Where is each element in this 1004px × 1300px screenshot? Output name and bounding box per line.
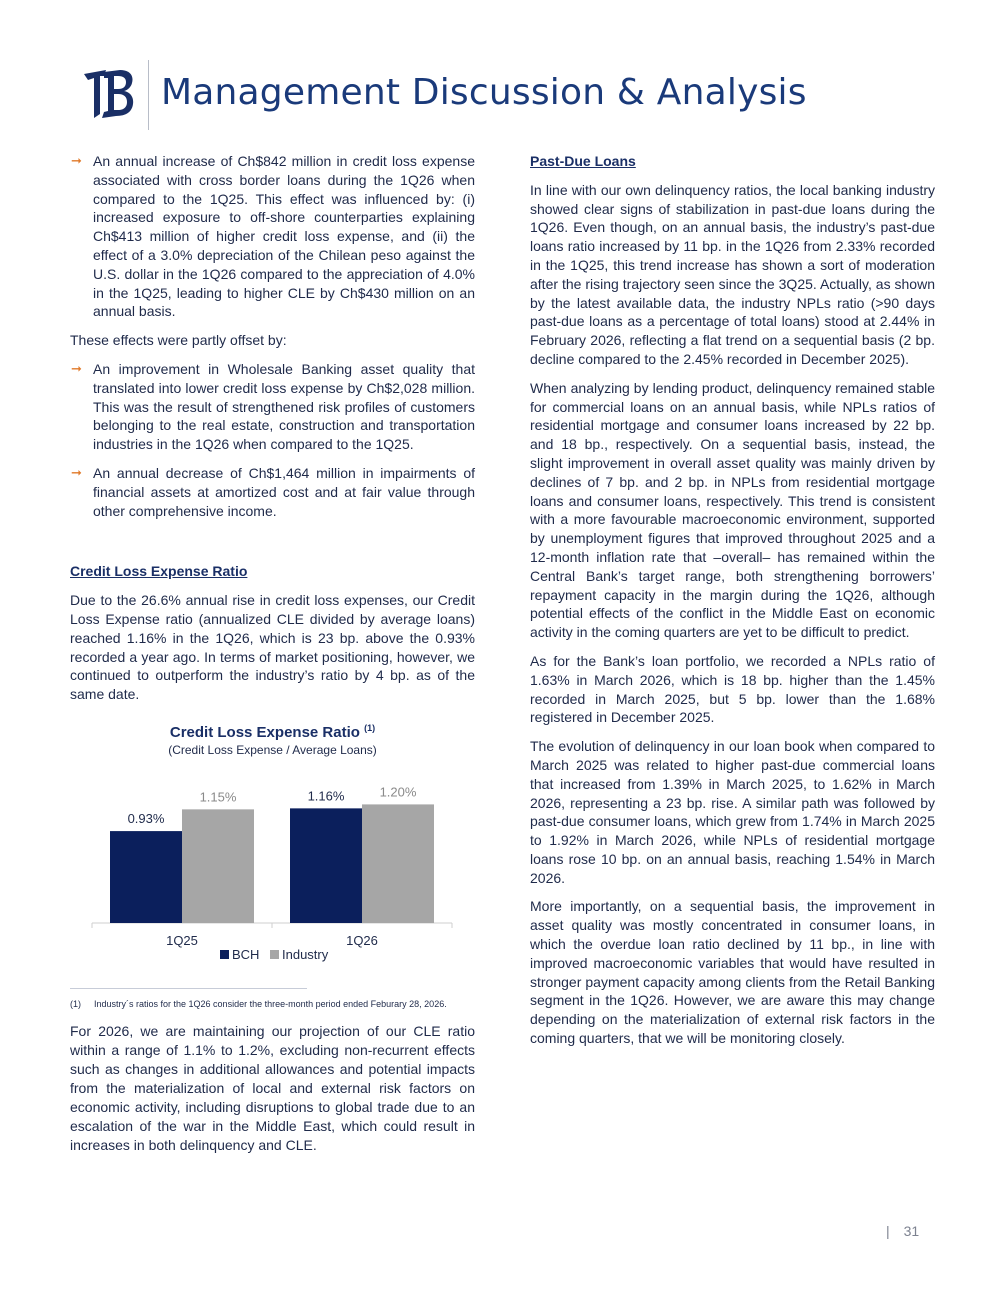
x-tick-label: 1Q26	[346, 933, 378, 948]
offset-intro: These effects were partly offset by:	[70, 332, 287, 349]
data-label: 1.15%	[199, 789, 237, 805]
footnote-number: (1)	[70, 999, 81, 1009]
data-label: 1.16%	[307, 788, 345, 804]
bar-bch-1q25	[110, 831, 182, 923]
footnote	[70, 999, 475, 1009]
legend-label-industry: Industry	[282, 947, 329, 962]
chart-title-superscript: (1)	[364, 723, 376, 733]
arrow-bullet-icon: ➞	[71, 464, 82, 480]
right-paragraph: When analyzing by lending product, delinquency remained stable for commercial loans on an annual basis, while NPLs ratios of residential mortgage and consumer loans increased by 22 bp. and 18 bp., respectively. On a sequential basis, instead, the slight improvement in overall asset quality was mainly driven by declines of 7 bp. and 2 bp. in NPLs from residential mortgage loans and consumer loans, respectively. This trend is consistent with a more favourable macroeconomic environment, supported by unemployment figures that improved throughout 2025 and a 12-month inflation rate that –overall– has remained within the Central Bank’s target range, both strengthening borrowers’ repayment capacity in the margin during the 1Q26, although potential effects of the conflict in the Middle East on economic activity in the coming quarters are yet to be difficult to predict.	[530, 379, 935, 641]
page-title: Management Discussion & Analysis	[161, 72, 807, 113]
page-number	[886, 1223, 919, 1239]
right-paragraph: The evolution of delinquency in our loan book when compared to March 2025 was related to higher past-due commercial loans that increased from 1.39% in March 2025, to 1.62% in March 2026, representing a 23 bp. rise. A similar path was followed by past-due consumer loans, which grew from 1.74% in March 2025 to 1.92% in March 2026, while NPLs of residential mortgage loans rose 10 bp. on an annual basis, reaching 1.54% in March 2026.	[530, 738, 935, 886]
cle-ratio-paragraph: Due to the 26.6% annual rise in credit loss expenses, our Credit Loss Expense ratio (annualized CLE divided by average loans) reached 1.16% in the 1Q26, which is 23 bp. above the 0.93% recorded a year ago. In terms of market positioning, however, we continued to outperform the industry’s ratio by 4 bp. as of the same date.	[70, 592, 475, 703]
footnote-divider	[70, 988, 307, 989]
legend-swatch-bch	[220, 950, 229, 959]
arrow-bullet-icon: ➞	[71, 153, 82, 168]
left-column	[70, 152, 475, 714]
data-label: 0.93%	[127, 811, 165, 827]
page-number-value: 31	[903, 1223, 920, 1239]
legend-label-bch: BCH	[232, 947, 260, 962]
arrow-bullet-icon: ➞	[71, 360, 82, 376]
right-paragraph: In line with our own delinquency ratios, the local banking industry showed clear signs of stabilization in past-due loans during the 1Q26. Even though, on an annual basis, the industry’s past-due loans ratio increased by 11 bp. in the 1Q26 from 2.33% recorded in the 1Q25, this trend increase has shown a sort of moderation after the rising trajectory seen since the 3Q25. Actually, as shown by the latest available data, the industry NPLs ratio (>90 days past-due loans as a percentage of total loans) stood at 2.44% in February 2026, reflecting a flat trend on a sequential basis (2 bp. decline compared to the 2.45% recorded in December 2025).	[530, 181, 935, 367]
bullet-impairments	[70, 464, 475, 520]
bullet-wholesale	[70, 360, 475, 454]
bar-bch-1q26	[290, 808, 362, 923]
right-paragraph: More importantly, on a sequential basis, the improvement in asset quality was mostly concentrated in consumer loans, in which the overdue loan ratio declined by 11 bp., in line with improved macroeconomic variables that would have resulted in stronger payment capacity among clients from the Retail Banking segment in the 1Q26. However, we are aware this may change depending on the materialization of external risk factors in the coming quarters, that we will be monitoring closely.	[530, 898, 935, 1047]
footnote-text: Industry´s ratios for the 1Q26 consider the three-month period ended Feburary 28, 2026.	[94, 999, 447, 1009]
bullet-cross-border	[70, 152, 475, 321]
bank-logo-icon	[80, 64, 138, 122]
bar-industry-1q26	[362, 804, 434, 923]
cle-ratio-chart	[70, 715, 475, 985]
cle-ratio-heading: Credit Loss Expense Ratio	[70, 563, 248, 580]
data-label: 1.20%	[379, 784, 417, 800]
chart-canvas	[70, 715, 475, 985]
chart-title-text: Credit Loss Expense Ratio	[169, 724, 360, 741]
bar-industry-1q25	[182, 809, 254, 923]
legend-swatch-industry	[270, 950, 279, 959]
right-column	[530, 152, 935, 1058]
projection-paragraph: For 2026, we are maintaining our projection of our CLE ratio within a range of 1.1% to 1.2%, excluding non-recurrent effects such as changes in additional allowances and potential impacts from the materialization of local and external risk factors on economic activity, including disruptions to global trade due to an escalation of the war in the Middle East, which could result in increases in both delinquency and CLE.	[70, 1023, 475, 1153]
header-divider	[148, 60, 149, 130]
page-header	[80, 60, 940, 130]
bullet-text: An annual increase of Ch$842 million in credit loss expense associated with cross border loans during the 1Q26 when compared to the 1Q25. This effect was influenced by: (i) increased exposure to off-shore counterparties explaining Ch$413 million of higher credit loss expense, and (ii) the effect of a 3.0% depreciation of the Chilean peso against the U.S. dollar in the 1Q26 compared to the appreciation of 4.0% in the 1Q25, leading to higher CLE by Ch$430 million on an annual basis.	[93, 153, 475, 320]
page-number-separator: |	[886, 1223, 890, 1239]
bullet-text: An annual decrease of Ch$1,464 million in impairments of financial assets at amortized cost and at fair value through other comprehensive income.	[93, 464, 475, 519]
chart-subtitle: (Credit Loss Expense / Average Loans)	[168, 743, 377, 757]
x-tick-label: 1Q25	[166, 933, 198, 948]
past-due-heading: Past-Due Loans	[530, 153, 636, 169]
bullet-text: An improvement in Wholesale Banking asset quality that translated into lower credit loss expense by Ch$2,028 million. This was the result of strengthened risk profiles of customers belonging to the real estate, construction and transportation industries in the 1Q26 when compared to the 1Q25.	[93, 360, 475, 453]
right-paragraph: As for the Bank’s loan portfolio, we recorded a NPLs ratio of 1.63% in March 2026, which is 18 bp. higher than the 1.45% recorded in March 2025, but 5 bp. lower than the 1.68% registered in December 2025.	[530, 652, 935, 726]
